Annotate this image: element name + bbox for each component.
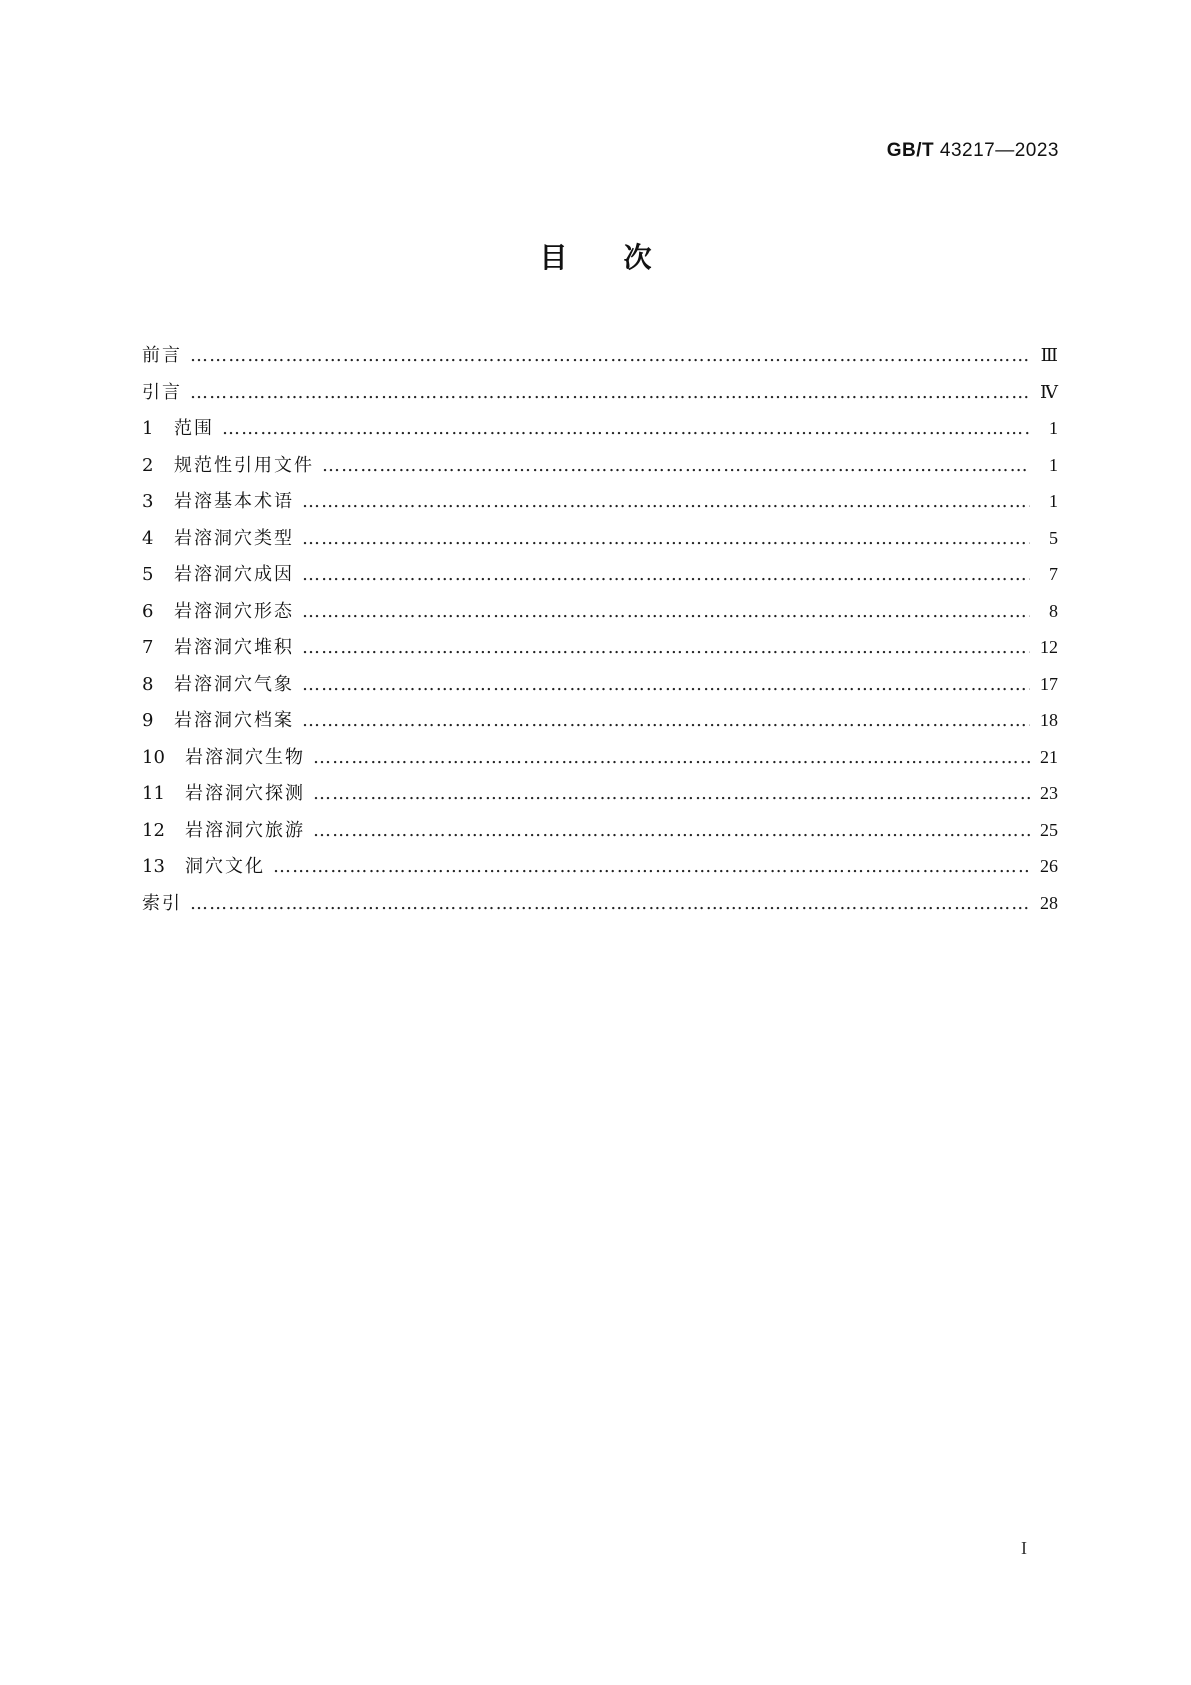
toc-entry-number: 2 bbox=[142, 454, 154, 476]
toc-entry-label: 岩溶洞穴旅游 bbox=[185, 819, 305, 841]
toc-entry-number: 1 bbox=[142, 418, 154, 439]
toc-entry-label: 岩溶洞穴成因 bbox=[174, 564, 294, 585]
toc-leader-dots bbox=[322, 448, 1030, 485]
toc-leader-dots bbox=[302, 594, 1030, 631]
toc-entry-number: 8 bbox=[142, 673, 154, 695]
toc-entry-label: 岩溶洞穴生物 bbox=[185, 746, 305, 768]
toc-leader-dots bbox=[302, 521, 1030, 558]
toc-entry-11[interactable] bbox=[142, 775, 1058, 812]
toc-entry-number: 4 bbox=[142, 527, 154, 549]
toc-title bbox=[0, 236, 1191, 276]
toc-entry-page: 26 bbox=[1040, 856, 1058, 876]
toc-leader-dots bbox=[302, 484, 1030, 521]
toc-entry-preface[interactable] bbox=[142, 337, 1058, 374]
toc-entry-12[interactable] bbox=[142, 812, 1058, 849]
toc-leader-dots bbox=[302, 557, 1030, 594]
toc-leader-dots bbox=[302, 667, 1030, 704]
toc-entry-page: 1 bbox=[1049, 491, 1058, 511]
toc-entry-number: 9 bbox=[142, 710, 154, 731]
toc-leader-dots bbox=[302, 703, 1030, 740]
toc-entry-label: 洞穴文化 bbox=[185, 856, 265, 877]
toc-entry-number: 12 bbox=[142, 819, 165, 841]
toc-entry-label: 引言 bbox=[142, 381, 182, 403]
toc-entry-page: 1 bbox=[1049, 418, 1058, 438]
toc-entry-label: 岩溶洞穴类型 bbox=[174, 527, 294, 549]
toc-list bbox=[142, 337, 1058, 921]
toc-entry-label: 岩溶洞穴探测 bbox=[185, 783, 305, 804]
page-folio: I bbox=[1021, 1538, 1027, 1558]
toc-entry-page: 8 bbox=[1049, 600, 1058, 621]
toc-title-char-1: 目 bbox=[539, 241, 568, 274]
toc-entry-number: 7 bbox=[142, 637, 154, 658]
toc-entry-page: 18 bbox=[1040, 710, 1058, 730]
toc-entry-6[interactable] bbox=[142, 593, 1058, 630]
standard-code-number: 43217—2023 bbox=[939, 140, 1059, 161]
toc-entry-page: 5 bbox=[1049, 527, 1058, 548]
toc-entry-4[interactable] bbox=[142, 520, 1058, 557]
toc-entry-number: 3 bbox=[142, 491, 154, 512]
toc-entry-label: 岩溶洞穴堆积 bbox=[174, 637, 294, 658]
standard-code-prefix: GB/T bbox=[886, 140, 935, 161]
toc-entry-label: 范围 bbox=[174, 418, 214, 439]
toc-entry-page: 7 bbox=[1049, 564, 1058, 584]
toc-entry-page: Ⅳ bbox=[1040, 381, 1058, 402]
toc-entry-label: 规范性引用文件 bbox=[174, 454, 314, 476]
toc-entry-page: Ⅲ bbox=[1040, 345, 1058, 365]
toc-entry-label: 岩溶洞穴档案 bbox=[174, 710, 294, 731]
toc-leader-dots bbox=[273, 849, 1030, 886]
toc-entry-10[interactable] bbox=[142, 739, 1058, 776]
toc-leader-dots bbox=[190, 338, 1030, 375]
toc-leader-dots bbox=[313, 776, 1030, 813]
toc-entry-number: 10 bbox=[142, 746, 165, 768]
toc-entry-1[interactable] bbox=[142, 410, 1058, 447]
toc-entry-label: 岩溶洞穴形态 bbox=[174, 600, 294, 622]
toc-entry-9[interactable] bbox=[142, 702, 1058, 739]
toc-leader-dots bbox=[302, 630, 1030, 667]
toc-entry-page: 17 bbox=[1040, 673, 1058, 694]
toc-entry-page: 12 bbox=[1040, 637, 1058, 657]
toc-entry-label: 前言 bbox=[142, 345, 182, 366]
toc-entry-page: 21 bbox=[1040, 746, 1058, 767]
toc-entry-3[interactable] bbox=[142, 483, 1058, 520]
toc-entry-label: 索引 bbox=[142, 892, 182, 914]
toc-entry-7[interactable] bbox=[142, 629, 1058, 666]
toc-entry-index[interactable] bbox=[142, 885, 1058, 922]
toc-entry-label: 岩溶基本术语 bbox=[174, 491, 294, 512]
toc-entry-2[interactable] bbox=[142, 447, 1058, 484]
toc-entry-number: 6 bbox=[142, 600, 154, 622]
toc-entry-number: 13 bbox=[142, 856, 165, 877]
toc-entry-number: 11 bbox=[142, 783, 165, 804]
toc-entry-13[interactable] bbox=[142, 848, 1058, 885]
standard-code bbox=[887, 140, 1059, 162]
toc-entry-page: 25 bbox=[1040, 819, 1058, 840]
toc-entry-page: 28 bbox=[1040, 892, 1058, 913]
toc-leader-dots bbox=[222, 411, 1030, 448]
toc-entry-introduction[interactable] bbox=[142, 374, 1058, 411]
toc-entry-8[interactable] bbox=[142, 666, 1058, 703]
toc-title-char-2: 次 bbox=[623, 241, 652, 274]
toc-leader-dots bbox=[313, 740, 1030, 777]
toc-leader-dots bbox=[313, 813, 1030, 850]
toc-leader-dots bbox=[190, 886, 1030, 923]
toc-entry-page: 23 bbox=[1040, 783, 1058, 803]
toc-entry-label: 岩溶洞穴气象 bbox=[174, 673, 294, 695]
toc-entry-page: 1 bbox=[1049, 454, 1058, 475]
toc-leader-dots bbox=[190, 375, 1030, 412]
toc-entry-5[interactable] bbox=[142, 556, 1058, 593]
toc-entry-number: 5 bbox=[142, 564, 154, 585]
